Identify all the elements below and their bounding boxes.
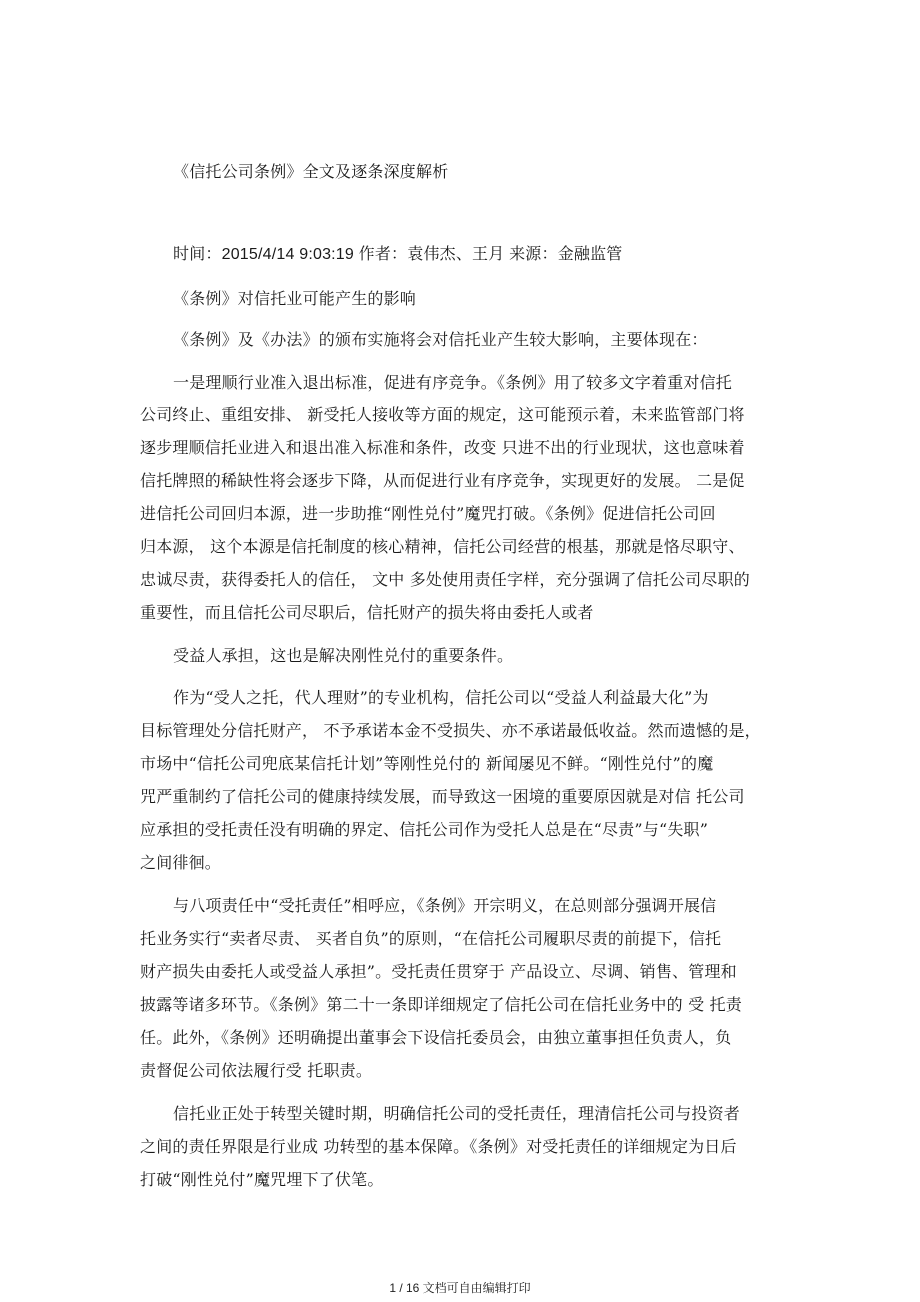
section-heading: 《条例》对信托业可能产生的影响	[173, 289, 417, 308]
paragraph-line: 财产损失由委托人或受益人承担”。受托责任贯穿于 产品设立、尽调、销售、管理和	[140, 962, 737, 981]
paragraph-line: 应承担的受托责任没有明确的界定、信托公司作为受托人总是在“尽责”与“失职”	[140, 820, 709, 839]
paragraph-line: 披露等诸多环节。《条例》第二十一条即详细规定了信托公司在信托业务中的 受 托责	[140, 995, 742, 1014]
paragraph-line: 忠诚尽责，获得委托人的信任， 文中 多处使用责任字样，充分强调了信托公司尽职的	[140, 570, 750, 589]
paragraph-line: 信托牌照的稀缺性将会逐步下降，从而促进行业有序竞争，实现更好的发展。 二是促	[140, 471, 745, 490]
paragraph-line: 重要性，而且信托公司尽职后，信托财产的损失将由委托人或者	[140, 603, 594, 622]
paragraph-line: 任。此外，《条例》还明确提出董事会下设信托委员会，由独立董事担任负责人，负	[140, 1028, 732, 1047]
page-footer: 1 / 16 文档可自由编辑打印	[389, 1281, 531, 1295]
paragraph-line: 打破“刚性兑付”魔咒埋下了伏笔。	[140, 1170, 384, 1189]
paragraph-line: 进信托公司回归本源，进一步助推“刚性兑付”魔咒打破。《条例》促进信托公司回	[140, 504, 716, 523]
paragraph-line: 之间徘徊。	[140, 853, 222, 872]
paragraph-line: 与八项责任中“受托责任”相呼应，《条例》开宗明义，在总则部分强调开展信	[173, 896, 717, 915]
paragraph-line: 市场中“信托公司兜底某信托计划”等刚性兑付的 新闻屡见不鲜。“刚性兑付”的魔	[140, 754, 714, 773]
paragraph-line: 信托业正处于转型关键时期，明确信托公司的受托责任，理清信托公司与投资者	[173, 1104, 741, 1123]
paragraph-line: 之间的责任界限是行业成 功转型的基本保障。《条例》对受托责任的详细规定为日后	[140, 1137, 737, 1156]
paragraph-line: 托业务实行“卖者尽责、 买者自负”的原则，“在信托公司履职尽责的前提下，信托	[140, 929, 722, 948]
paragraph-line: 责督促公司依法履行受 托职责。	[140, 1061, 373, 1080]
intro-line: 《条例》及《办法》的颁布实施将会对信托业产生较大影响，主要体现在：	[173, 330, 708, 349]
paragraph-line: 公司终止、重组安排、 新受托人接收等方面的规定，这可能预示着，未来监管部门将	[140, 405, 745, 424]
paragraph-line: 受益人承担，这也是解决刚性兑付的重要条件。	[173, 646, 514, 665]
paragraph-line: 咒严重制约了信托公司的健康持续发展，而导致这一困境的重要原因就是对信 托公司	[140, 787, 745, 806]
document-title: 《信托公司条例》全文及逐条深度解析	[173, 162, 449, 181]
paragraph-line: 目标管理处分信托财产， 不予承诺本金不受损失、亦不承诺最低收益。然而遗憾的是，	[140, 721, 761, 740]
paragraph-line: 一是理顺行业准入退出标准，促进有序竞争。《条例》用了较多文字着重对信托	[173, 373, 733, 392]
paragraph-line: 作为“受人之托，代人理财”的专业机构，信托公司以“受益人利益最大化”为	[173, 688, 709, 707]
paragraph-line: 逐步理顺信托业进入和退出准入标准和条件，改变 只进不出的行业现状，这也意味着	[140, 438, 745, 457]
meta-line: 时间：2015/4/14 9:03:19 作者：袁伟杰、王月 来源：金融监管	[173, 246, 623, 263]
paragraph-line: 归本源， 这个本源是信托制度的核心精神，信托公司经营的根基，那就是恪尽职守、	[140, 537, 745, 556]
